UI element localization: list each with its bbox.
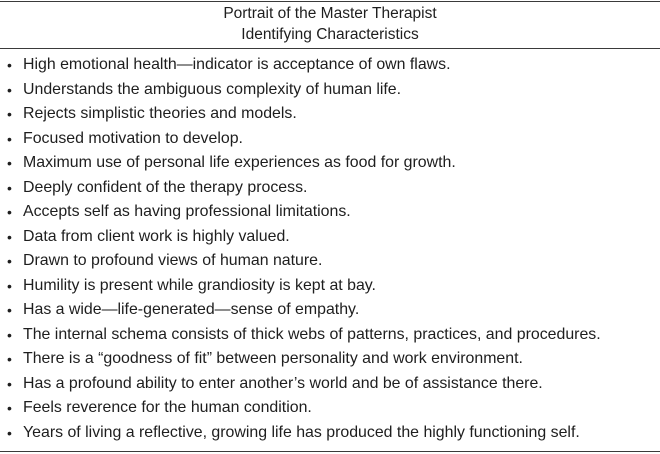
bullet-icon: •	[7, 228, 12, 245]
header-rule	[0, 48, 660, 49]
list-item	[0, 200, 660, 225]
top-rule	[0, 1, 660, 2]
list-item-text: Feels reverence for the human condition.	[23, 399, 312, 416]
list-item	[0, 421, 660, 446]
list-item	[0, 102, 660, 127]
table-title: Portrait of the Master Therapist	[223, 5, 437, 22]
list-item-text: Years of living a reflective, growing life has produced the highly functioning self.	[23, 423, 580, 441]
list-item-text: Understands the ambiguous complexity of human life.	[23, 80, 402, 98]
bullet-icon: •	[7, 326, 12, 343]
list-item-text: Has a profound ability to enter another’s world and be of assistance there.	[23, 374, 543, 392]
list-item-text: Maximum use of personal life experiences as food for growth.	[23, 154, 456, 171]
bullet-icon: •	[7, 179, 12, 196]
bullet-icon: •	[7, 81, 12, 98]
list-item-text: The internal schema consists of thick webs of patterns, practices, and procedures.	[23, 325, 601, 343]
list-item-text: Has a wide—life-generated—sense of empathy.	[23, 301, 360, 318]
list-item	[0, 396, 660, 421]
list-item-text: Data from client work is highly valued.	[23, 227, 290, 245]
list-item-text: There is a “goodness of fit” between personality and work environment.	[23, 350, 523, 367]
list-item	[0, 298, 660, 323]
bullet-icon: •	[7, 106, 12, 122]
bullet-icon: •	[7, 400, 12, 416]
list-item-text: Focused motivation to develop.	[23, 129, 243, 147]
bullet-icon: •	[7, 375, 12, 392]
list-item-text: Humility is present while grandiosity is kept at bay.	[23, 276, 376, 294]
bullet-icon: •	[7, 130, 12, 147]
bullet-icon: •	[7, 302, 12, 318]
list-item	[0, 225, 660, 250]
bullet-icon: •	[7, 424, 12, 441]
bullet-icon: •	[7, 57, 12, 73]
bullet-icon: •	[7, 351, 12, 367]
list-item	[0, 274, 660, 299]
list-item	[0, 151, 660, 176]
list-item	[0, 372, 660, 397]
list-item	[0, 347, 660, 372]
bullet-icon: •	[7, 277, 12, 294]
table-subtitle: Identifying Characteristics	[241, 26, 419, 43]
characteristics-list	[0, 53, 660, 445]
list-item-text: Drawn to profound views of human nature.	[23, 252, 323, 269]
list-item	[0, 323, 660, 348]
list-item-text: High emotional health—indicator is acceptance of own flaws.	[23, 56, 451, 73]
list-item	[0, 176, 660, 201]
list-item	[0, 53, 660, 78]
bullet-icon: •	[7, 253, 12, 269]
list-item-text: Rejects simplistic theories and models.	[23, 105, 297, 122]
bullet-icon: •	[7, 204, 12, 220]
list-item-text: Accepts self as having professional limitations.	[23, 203, 351, 220]
list-item	[0, 127, 660, 152]
bottom-rule	[0, 451, 660, 452]
list-item	[0, 249, 660, 274]
list-item-text: Deeply confident of the therapy process.	[23, 178, 308, 196]
bullet-icon: •	[7, 155, 12, 171]
table-header	[0, 3, 660, 45]
list-item	[0, 78, 660, 103]
